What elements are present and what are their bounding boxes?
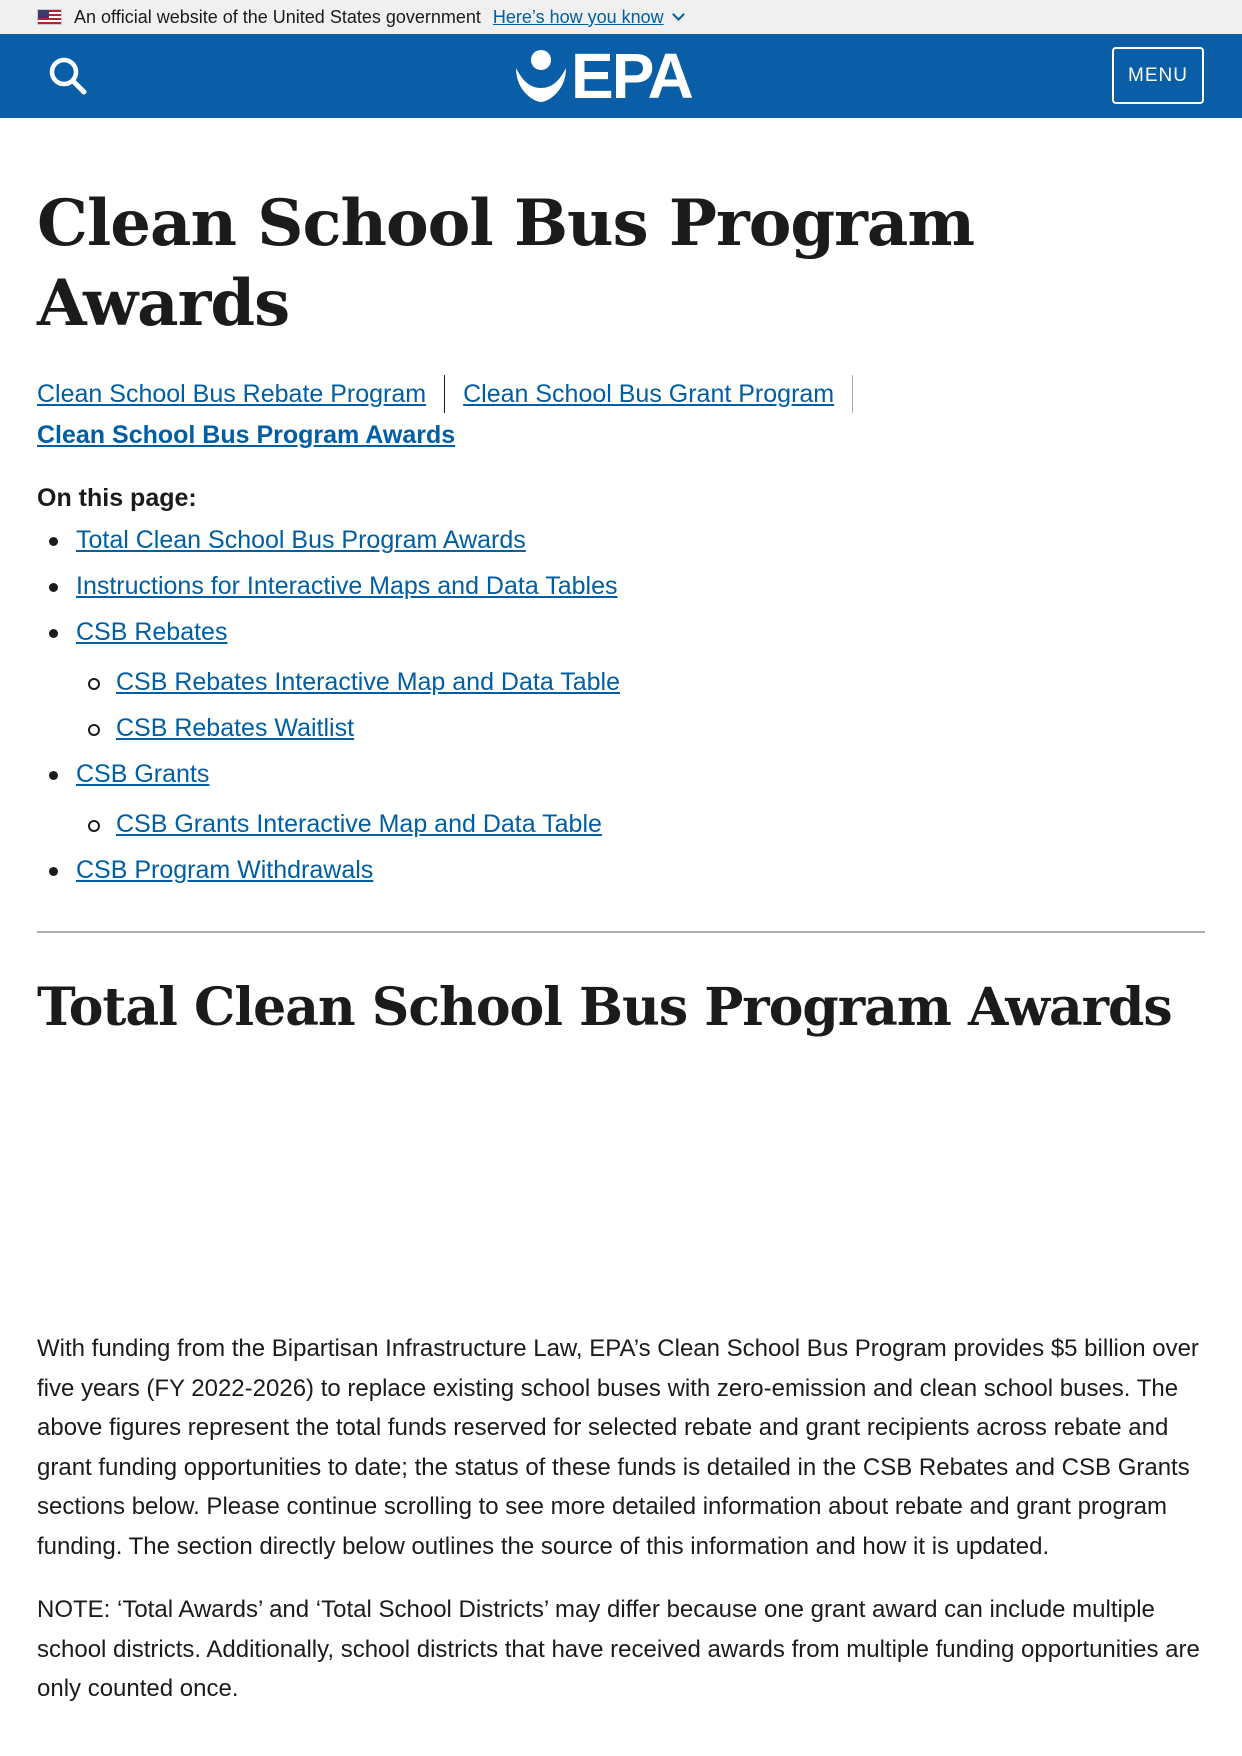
section-divider bbox=[37, 931, 1205, 933]
gov-banner-text: An official website of the United States government bbox=[74, 6, 481, 27]
toc-link-withdrawals[interactable]: CSB Program Withdrawals bbox=[76, 856, 374, 884]
toc-link-total-awards[interactable]: Total Clean School Bus Program Awards bbox=[76, 526, 526, 554]
menu-button[interactable]: MENU bbox=[1112, 47, 1204, 104]
us-flag-icon bbox=[37, 9, 62, 25]
toc-subitem bbox=[37, 659, 1205, 705]
subnav-divider bbox=[852, 375, 853, 413]
toc-heading: On this page: bbox=[37, 484, 197, 512]
subnav-divider bbox=[444, 375, 445, 413]
gov-banner bbox=[0, 0, 1242, 34]
toc-item bbox=[37, 751, 1205, 797]
main-content bbox=[0, 184, 1242, 1709]
toc-link-instructions[interactable]: Instructions for Interactive Maps and Data Tables bbox=[76, 572, 618, 600]
chevron-down-icon bbox=[672, 8, 685, 21]
epa-logo[interactable] bbox=[513, 40, 692, 112]
site-header bbox=[0, 34, 1242, 118]
heres-how-you-know-link[interactable] bbox=[493, 7, 683, 28]
epa-logo-text: EPA bbox=[571, 40, 692, 112]
toc-item bbox=[37, 847, 1205, 893]
embedded-dashboard-area bbox=[37, 1041, 1205, 1329]
epa-flower-icon bbox=[513, 48, 569, 104]
toc-item bbox=[37, 563, 1205, 609]
toc-link-csb-grants[interactable]: CSB Grants bbox=[76, 760, 210, 788]
subnav-grant-program-link[interactable]: Clean School Bus Grant Program bbox=[463, 379, 835, 408]
toc-item bbox=[37, 609, 1205, 655]
toc-item bbox=[37, 517, 1205, 563]
toc-link-csb-rebates[interactable]: CSB Rebates bbox=[76, 618, 228, 646]
subnav-program-awards-link[interactable]: Clean School Bus Program Awards bbox=[37, 421, 456, 449]
on-this-page-list bbox=[37, 517, 1205, 893]
program-subnav bbox=[37, 374, 1205, 450]
toc-link-rebates-map[interactable]: CSB Rebates Interactive Map and Data Table bbox=[116, 668, 620, 696]
toc-subitem bbox=[37, 801, 1205, 847]
search-icon[interactable] bbox=[48, 56, 88, 96]
heres-how-you-know-label: Here’s how you know bbox=[492, 6, 664, 27]
note-paragraph: NOTE: ‘Total Awards’ and ‘Total School Districts’ may differ because one grant award can include multiple school districts. Additionally, school districts that have received awards from multiple funding opportunities are only counted once. bbox=[37, 1596, 1200, 1702]
toc-subitem bbox=[37, 705, 1205, 751]
intro-paragraph: With funding from the Bipartisan Infrastructure Law, EPA’s Clean School Bus Program provides $5 billion over five years (FY 2022-2026) to replace existing school buses with zero-emission and clean school buses. The above figures represent the total funds reserved for selected rebate and grant recipients across rebate and grant funding opportunities to date; the status of these funds is detailed in the CSB Rebates and CSB Grants sections below. Please continue scrolling to see more detailed information about rebate and grant program funding. The section directly below outlines the source of this information and how it is updated. bbox=[37, 1335, 1199, 1560]
subnav-row bbox=[37, 374, 1205, 414]
toc-link-grants-map[interactable]: CSB Grants Interactive Map and Data Table bbox=[116, 810, 602, 838]
page-title: Clean School Bus Program Awards bbox=[37, 186, 975, 341]
toc-link-rebates-waitlist[interactable]: CSB Rebates Waitlist bbox=[116, 714, 355, 742]
section-heading: Total Clean School Bus Program Awards bbox=[37, 977, 1172, 1038]
subnav-rebate-program-link[interactable]: Clean School Bus Rebate Program bbox=[37, 379, 427, 408]
